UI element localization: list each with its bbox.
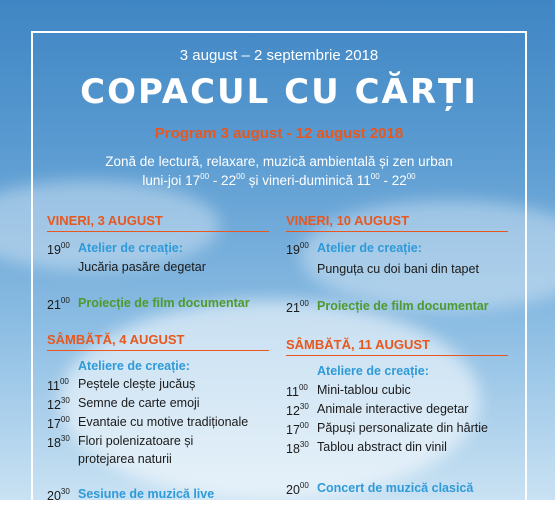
event-time: $17^{00}$	[286, 421, 309, 437]
divider	[47, 350, 269, 351]
section-title: Ateliere de creație:	[78, 359, 190, 373]
event-time: $19^{00}$	[286, 241, 309, 257]
event-description: Punguța cu doi bani din tapet	[317, 262, 479, 276]
day-heading: VINERI, 3 AUGUST	[47, 213, 163, 228]
event-title: Concert de muzică clasică	[317, 481, 474, 495]
event-time: $17^{00}$	[47, 415, 70, 431]
event-time: $11^{00}$	[286, 383, 308, 399]
poster-title: COPACUL CU CĂRȚI	[80, 72, 478, 112]
day-heading: SÂMBĂTĂ, 4 AUGUST	[47, 332, 185, 347]
section-title: Ateliere de creație:	[317, 364, 429, 378]
description-line2: luni-joi $17^{00} - 22^{00}$ și vineri-duminică $11^{00} - 22^{00}$	[142, 172, 416, 188]
event-time: $18^{30}$	[47, 434, 70, 450]
divider	[286, 231, 508, 232]
event-time: $19^{00}$	[47, 241, 70, 257]
event-title: Atelier de creație:	[78, 241, 183, 255]
event-time: $21^{00}$	[47, 296, 70, 312]
event-item: Păpuși personalizate din hârtie	[317, 421, 488, 435]
event-item: Semne de carte emoji	[78, 396, 200, 410]
event-item: Peștele clește jucăuș	[78, 377, 196, 391]
event-time: $20^{30}$	[47, 487, 70, 503]
event-item: Flori polenizatoare și	[78, 434, 194, 448]
event-time: $12^{30}$	[47, 396, 70, 412]
event-title: Proiecție de film documentar	[317, 299, 489, 313]
event-title: Atelier de creație:	[317, 241, 422, 255]
description-line1: Zonă de lectură, relaxare, muzică ambientală și zen urban	[105, 154, 453, 169]
event-item: Tablou abstract din vinil	[317, 440, 447, 454]
event-item: Animale interactive degetar	[317, 402, 469, 416]
event-title: Sesiune de muzică live	[78, 487, 215, 501]
program-heading: Program 3 august - 12 august 2018	[154, 125, 404, 142]
event-dates: 3 august – 2 septembrie 2018	[179, 47, 379, 64]
event-item: Mini-tablou cubic	[317, 383, 411, 397]
event-time: $21^{00}$	[286, 299, 309, 315]
divider	[286, 355, 508, 356]
day-heading: VINERI, 10 AUGUST	[286, 213, 410, 228]
event-time: $12^{30}$	[286, 402, 309, 418]
event-time: $11^{00}$	[47, 377, 69, 393]
divider	[47, 231, 269, 232]
event-time: $18^{30}$	[286, 440, 309, 456]
event-item-continued: protejarea naturii	[78, 452, 172, 466]
event-time: $20^{00}$	[286, 481, 309, 497]
event-item: Evantaie cu motive tradiționale	[78, 415, 249, 429]
event-title: Proiecție de film documentar	[78, 296, 250, 310]
event-description: Jucăria pasăre degetar	[78, 260, 206, 274]
day-heading: SÂMBĂTĂ, 11 AUGUST	[286, 337, 430, 352]
